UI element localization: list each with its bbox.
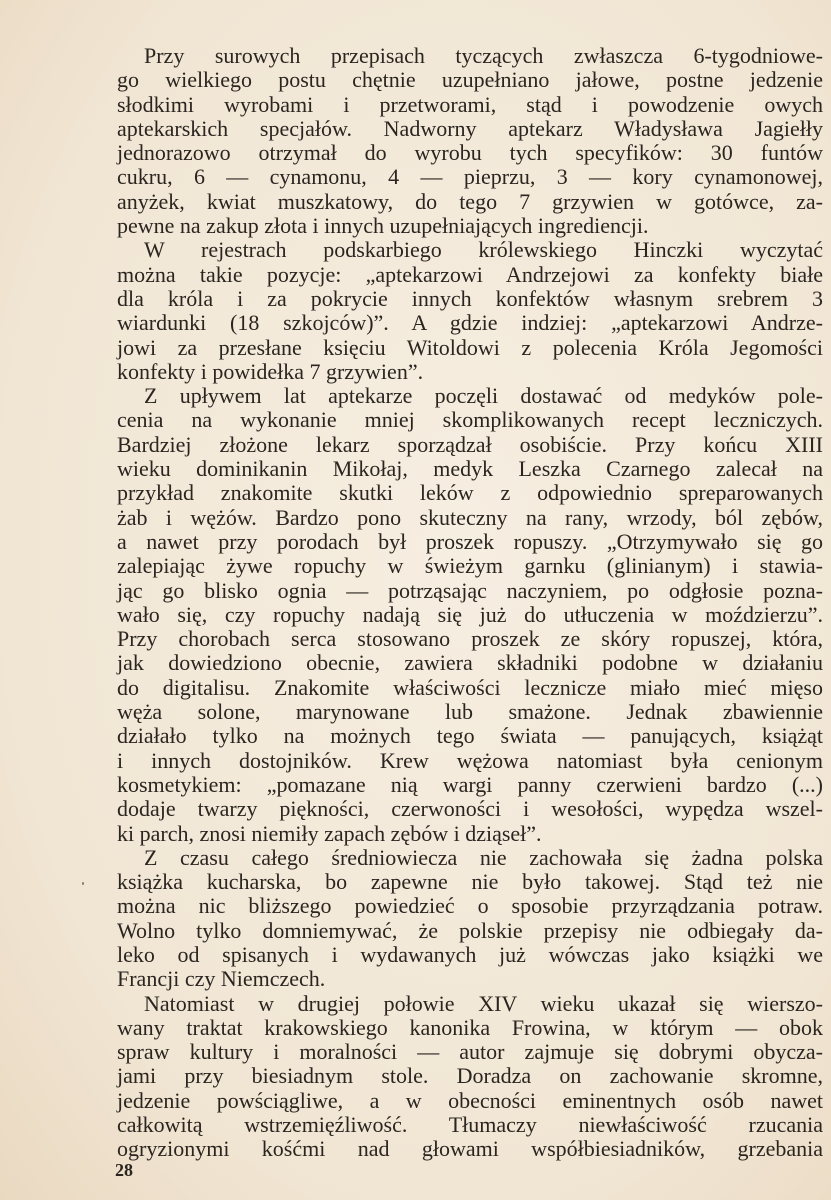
text-line: kosmetykiem: „pomazane nią wargi panny czerwieni bardzo (...) [117, 771, 823, 797]
text-line: dodaje twarzy piękności, czerwoności i wesołości, wypędza wszel- [117, 796, 823, 822]
text-line: pewne na zakup złota i innych uzupełniających ingrediencji. [117, 213, 649, 239]
text-line: i innych dostojników. Krew wężowa natomiast była cenionym [117, 747, 823, 773]
text-line: słodkimi wyrobami i przetworami, stąd i powodzenie owych [117, 91, 823, 117]
body-text [117, 44, 823, 1162]
text-line: jami przy biesiadnym stole. Doradza on zachowanie skromne, [117, 1063, 823, 1089]
text-line: całkowitą wstrzemięźliwość. Tłumaczy niewłaściwość rzucania [117, 1112, 823, 1138]
text-line: go wielkiego postu chętnie uzupełniano jałowe, postne jedzenie [117, 67, 823, 93]
text-line: Z czasu całego średniowiecza nie zachowała się żadna polska [144, 844, 823, 870]
text-line: zalepiając żywe ropuchy w świeżym garnku (glinianym) i stawia- [117, 553, 823, 579]
text-line: Przy chorobach serca stosowano proszek ze skóry ropuszej, która, [117, 626, 823, 652]
text-line: jednorazowo otrzymał do wyrobu tych specyfików: 30 funtów [117, 140, 823, 166]
text-line: anyżek, kwiat muszkatowy, do tego 7 grzywien w gotówce, za- [117, 188, 823, 214]
text-line: Bardziej złożone lekarz sporządzał osobiście. Przy końcu XIII [117, 431, 823, 457]
text-line: można takie pozycje: „aptekarzowi Andrzejowi za konfekty białe [117, 261, 823, 287]
text-line: węża solone, marynowane lub smażone. Jednak zbawiennie [117, 699, 823, 725]
text-line: Francji czy Niemczech. [117, 966, 326, 992]
text-line: konfekty i powidełka 7 grzywien”. [117, 358, 424, 384]
text-line: jąc go blisko ognia — potrząsając naczyniem, po odgłosie pozna- [117, 577, 823, 603]
text-line: jedzenie powściągliwe, a w obecności eminentnych osób nawet [117, 1087, 823, 1113]
text-line: a nawet przy porodach był proszek ropuszy. „Otrzymywało się go [117, 528, 823, 554]
text-line: Z upływem lat aptekarze poczęli dostawać od medyków pole- [144, 383, 823, 409]
text-line: W rejestrach podskarbiego królewskiego Hinczki wyczytać [144, 237, 823, 263]
text-line: żab i wężów. Bardzo pono skuteczny na rany, wrzody, ból zębów, [117, 504, 823, 530]
text-line: ogryzionymi kośćmi nad głowami współbiesiadników, grzebania [117, 1136, 823, 1162]
text-line: cenia na wykonanie mniej skomplikowanych recept leczniczych. [117, 407, 823, 433]
text-line: jak dowiedziono obecnie, zawiera składniki podobne w działaniu [117, 650, 823, 676]
text-line: spraw kultury i moralności — autor zajmuje się dobrymi obycza- [117, 1039, 823, 1065]
text-line: jowi za przesłane księciu Witoldowi z polecenia Króla Jegomości [117, 334, 823, 360]
text-line: przykład znakomite skutki leków z odpowiednio spreparowanych [117, 480, 823, 506]
text-line: działało tylko na możnych tego świata — panujących, książąt [117, 723, 823, 749]
text-line: książka kucharska, bo zapewne nie było takowej. Stąd też nie [117, 869, 823, 895]
text-line: dla króla i za pokrycie innych konfektów własnym srebrem 3 [117, 285, 823, 311]
text-line: Natomiast w drugiej połowie XIV wieku ukazał się wierszo- [144, 990, 823, 1016]
text-line: cukru, 6 — cynamonu, 4 — pieprzu, 3 — kory cynamonowej, [117, 164, 823, 190]
text-line: Przy surowych przepisach tyczących zwłaszcza 6-tygodniowe- [144, 43, 823, 68]
text-line: ki parch, znosi niemiły zapach zębów i dziąseł”. [117, 820, 542, 846]
text-line: aptekarskich specjałów. Nadworny aptekarz Władysława Jagiełły [117, 115, 823, 141]
text-line: wany traktat krakowskiego kanonika Frowina, w którym — obok [117, 1014, 823, 1040]
text-line: leko od spisanych i wydawanych już wówczas jako książki we [117, 941, 823, 967]
text-line: wieku dominikanin Mikołaj, medyk Leszka Czarnego zalecał na [117, 456, 823, 482]
text-line: Wolno tylko domniemywać, że polskie przepisy nie odbiegały da- [117, 917, 823, 943]
text-line: wało się, czy ropuchy nadają się już do utłuczenia w moździerzu”. [117, 601, 823, 627]
paper-speck [82, 882, 84, 885]
text-line: można nic bliższego powiedzieć o sposobie przyrządzania potraw. [117, 893, 823, 919]
text-line: wiardunki (18 szkojców)”. A gdzie indziej: „aptekarzowi Andrze- [117, 310, 823, 336]
page-number: 28 [115, 1160, 133, 1180]
text-line: do digitalisu. Znakomite właściwości lecznicze miało mieć mięso [117, 674, 823, 700]
